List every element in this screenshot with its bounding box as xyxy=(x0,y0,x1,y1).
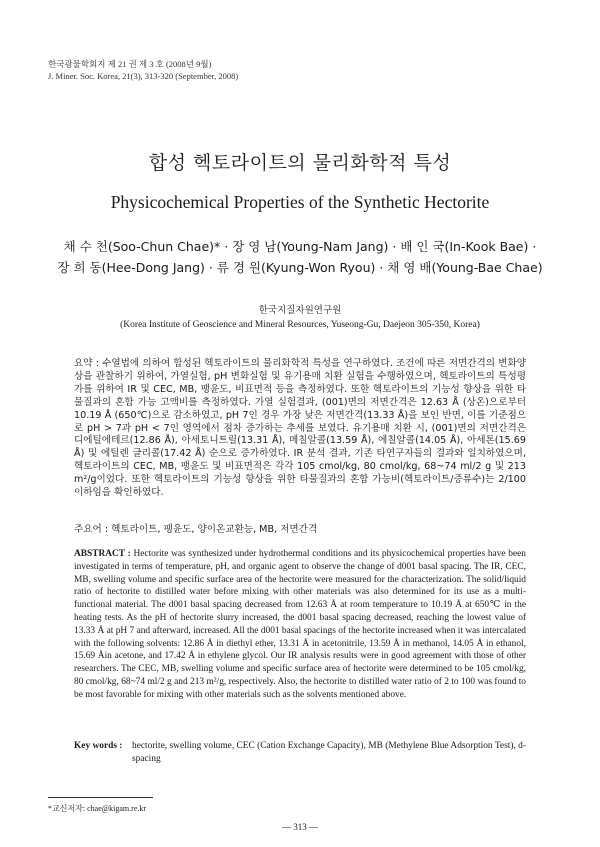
keywords-english xyxy=(74,740,526,766)
footnote-divider xyxy=(48,797,153,798)
title-english: Physicochemical Properties of the Synthetic Hectorite xyxy=(110,192,490,212)
keywords-korean: 주요어 : 헥토라이트, 팽윤도, 양이온교환능, MB, 저면간격 xyxy=(74,524,318,535)
affiliation xyxy=(40,304,560,332)
affiliation-en: (Korea Institute of Geoscience and Mineral Resources, Yuseong-Gu, Daejeon 305-350, Korea) xyxy=(120,320,480,330)
page-number: ― 313 ― xyxy=(282,822,318,832)
abstract-label: ABSTRACT : xyxy=(74,549,131,559)
title-korean: 합성 헥토라이트의 물리화학적 특성 xyxy=(148,152,452,174)
abstract-korean: 요약 : 수열법에 의하여 합성된 헥토라이트의 물리화학적 특성을 연구하였다. 조건에 따른 저면간격의 변화양상을 관찰하기 위하여, 가열실험, pH 변화실험 및 유기용매 치환 실험을 수행하였으며, 헥토라이트의 특성평가를 위하여 IR 및 CEC, MB, 팽윤도, 비표면적 등을 측정하였다. 또한 헥토라이트의 기능성 향상을 위한 타물질과의 혼합 가능 고액비를 측정하였다. 가열 실험결과, (001)면의 저면간격은 12.63 Å (상온)으로부터 10.19 Å (650℃)으로 감소하였고, pH 7인 경우 가장 낮은 저면간격(13.33 Å)을 보인 반면, 이를 기준점으로 pH > 7과 pH < 7인 영역에서 점차 증가하는 추세를 보였다. 유기용매 치환 시, (001)면의 저면간격은 디에틸에테르(12.86 Å), 아세토니트릴(13.31 Å), 메칠알콜(13.59 Å), 에칠알콜(14.05 Å), 아세톤(15.69 Å) 및 에틸렌 글리콜(17.42 Å) 순으로 증가하였다. IR 분석 결과, 기존 타연구자들의 결과와 일치하였으며, 헥토라이트의 CEC, MB, 팽윤도 및 비표면적은 각각 105 cmol/kg, 80 cmol/kg, 68~74 ml/2 g 및 213 m²/g이었다. 또한 헥토라이트의 기능성 향상을 위한 타물질과의 혼합 가능비(헥토라이트/증류수)는 2/100 이하임을 확인하였다. xyxy=(74,358,526,499)
journal-citation-ko: 한국광물학회지 제 21 권 제 3 호 (2008년 9월) xyxy=(48,59,212,69)
keywords-text: hectorite, swelling volume, CEC (Cation Exchange Capacity), MB (Methylene Blue Adsorption Test), d-spacing xyxy=(132,741,526,764)
journal-header xyxy=(48,58,238,82)
abstract-english xyxy=(74,548,526,702)
abstract-text: Hectorite was synthesized under hydrothermal conditions and its physicochemical properties have been investigated in terms of temperature, pH, and organic agent to observe the change of d001 basal spacing. The IR, CEC, MB, swelling volume and specific surface area of the hectorite were measured for the characterization. The solid/liquid ratio of hectorite to distilled water before mixing with other materials was also determined for its use as a multi-functional material. The d001 basal spacing decreased from 12.63 Å at room temperature to 10.19 Å at 650℃ in the heating tests. As the pH of hectorite slurry increased, the d001 basal spacing decreased, reaching the lowest value of 13.33 Å at pH 7 and afterward, increased. All the d001 basal spacings of the hectorite increased when it was intercalated with the following solvents: 12.86 Å in diethyl ether, 13.31 Å in acetonitrile, 13.59 Å in methanol, 14.05 Å in ethanol, 15.69 Åin acetone, and 17.42 Å in ethylene glycol. Our IR analysis results were in good agreement with those of other researchers. The CEC, MB, swelling volume and specific surface area of hectorite were determined to be 105 cmol/kg, 80 cmol/kg, 68~74 ml/2 g and 213 m²/g, respectively. Also, the hectorite to distilled water ratio of 2 to 100 was found to be most favorable for mixing with other materials such as the solvents mentioned above. xyxy=(74,549,526,700)
footnote-corresponding-author: *교신저자: chae@kigam.re.kr xyxy=(48,804,147,813)
author-list xyxy=(40,236,560,278)
affiliation-ko: 한국지질자원연구원 xyxy=(258,306,342,316)
journal-citation-en: J. Miner. Soc. Korea, 21(3), 313-320 (September, 2008) xyxy=(48,71,239,81)
keywords-label: Key words : xyxy=(74,741,123,751)
author-line-2: 장 희 동(Hee-Dong Jang) · 류 경 원(Kyung-Won Ryou) · 채 영 배(Young-Bae Chae) xyxy=(57,260,543,275)
author-line-1: 채 수 천(Soo-Chun Chae)* · 장 영 남(Young-Nam Jang) · 배 인 국(In-Kook Bae) · xyxy=(63,239,537,254)
